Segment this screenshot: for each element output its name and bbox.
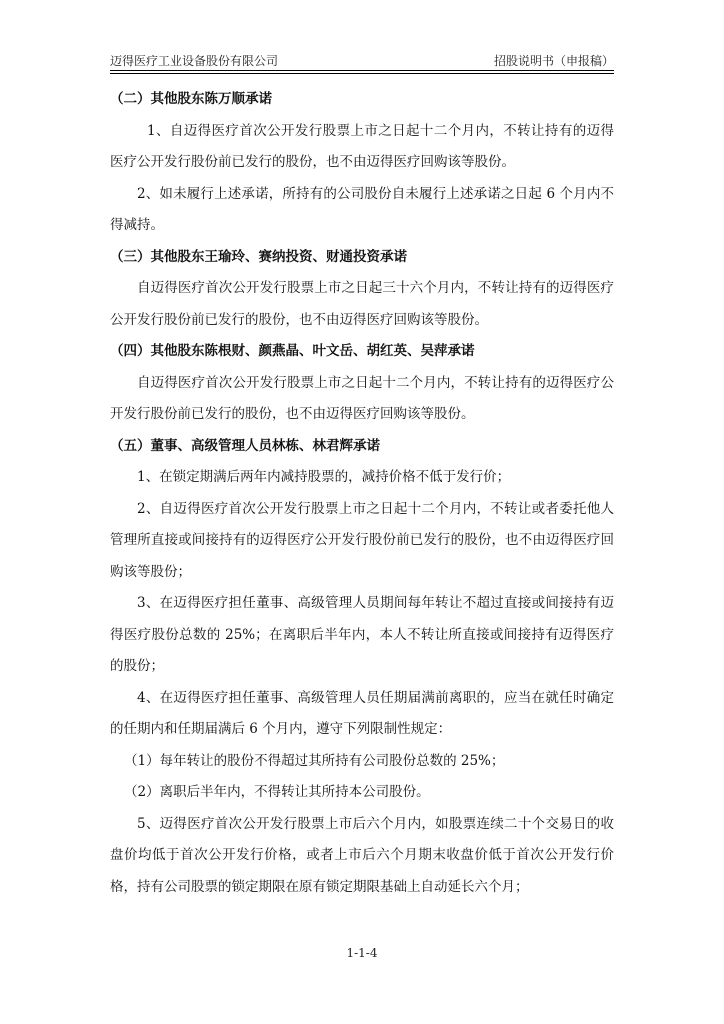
section-heading-3: （三）其他股东王瑜玲、赛纳投资、财通投资承诺 <box>110 248 407 265</box>
header-rule-thick <box>110 70 614 71</box>
paragraph: 5、迈得医疗首次公开发行股票上市后六个月内，如股票连续二十个交易日的收盘价均低于首次公开发行价格，或者上市后六个月期末收盘价低于首次公开发行价格，持有公司股票的锁定期限在原有锁定期限基础上自动延长六个月； <box>110 815 614 895</box>
paragraph: 4、在迈得医疗担任董事、高级管理人员任期届满前离职的，应当在就任时确定的任期内和任期届满后 6 个月内，遵守下列限制性规定： <box>110 689 614 737</box>
paragraph: 2、自迈得医疗首次公开发行股票上市之日起十二个月内，不转让或者委托他人管理所直接或间接持有的迈得医疗公开发行股份前已发行的股份，也不由迈得医疗回购该等股份； <box>110 500 614 580</box>
header-document-title: 招股说明书（申报稿） <box>493 54 614 68</box>
section-heading-5: （五）董事、高级管理人员林栋、林君辉承诺 <box>110 437 380 454</box>
paragraph: 1、在锁定期满后两年内减持股票的，减持价格不低于发行价； <box>137 469 511 485</box>
paragraph: 自迈得医疗首次公开发行股票上市之日起三十六个月内，不转让持有的迈得医疗公开发行股份前已发行的股份，也不由迈得医疗回购该等股份。 <box>110 280 614 328</box>
document-body <box>110 84 614 903</box>
sub-item: （2）离职后半年内，不得转让其所持本公司股份。 <box>124 784 430 800</box>
paragraph: 3、在迈得医疗担任董事、高级管理人员期间每年转让不超过直接或间接持有迈得医疗股份总数的 25%；在离职后半年内，本人不转让所直接或间接持有迈得医疗的股份； <box>110 595 614 674</box>
page-number: 1-1-4 <box>346 946 378 960</box>
section-heading-4: （四）其他股东陈根财、颜燕晶、叶文岳、胡红英、吴萍承诺 <box>110 343 475 359</box>
paragraph: 1、自迈得医疗首次公开发行股票上市之日起十二个月内，不转让持有的迈得医疗公开发行股份前已发行的股份，也不由迈得医疗回购该等股份。 <box>110 122 614 170</box>
header-company-name: 迈得医疗工业设备股份有限公司 <box>110 54 279 68</box>
paragraph: 自迈得医疗首次公开发行股票上市之日起十二个月内，不转让持有的迈得医疗公开发行股份前已发行的股份，也不由迈得医疗回购该等股份。 <box>110 374 614 422</box>
paragraph: 2、如未履行上述承诺，所持有的公司股份自未履行上述承诺之日起 6 个月内不得减持。 <box>110 185 614 233</box>
sub-item: （1）每年转让的股份不得超过其所持有公司股份总数的 25%； <box>124 752 505 769</box>
page-header <box>110 50 614 70</box>
section-heading-2: （二）其他股东陈万顺承诺 <box>110 91 272 107</box>
header-rule-thin <box>110 73 614 74</box>
